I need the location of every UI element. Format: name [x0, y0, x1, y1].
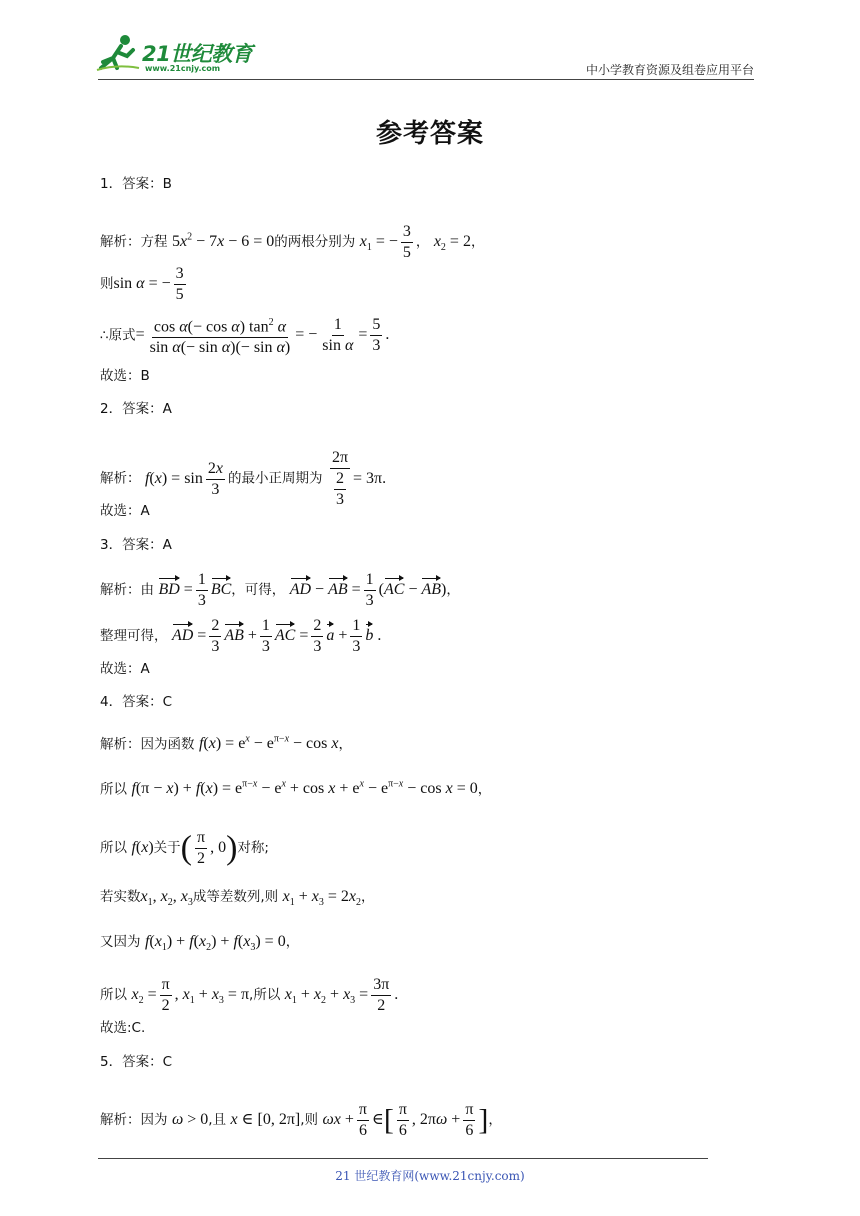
header-divider [98, 79, 754, 80]
q3-analysis-line2: 整理可得， AD = $\frac{2}{3}$ AB + $\frac{1}{3}$ AC = $\frac{2}{3}$ a + $\frac{1}{3}$ b . [100, 617, 382, 655]
logo-url: www.21cnjy.com [145, 64, 221, 73]
q4-analysis-line5: 又因为 $f(x_1) + f(x_2) + f(x_3) = 0$， [100, 933, 300, 954]
q2-analysis-line1: 解析： f(x) = sin $\frac{2x}{3}$ 的最小正周期为 $\frac{2\pi}{\frac{2}{3}}$ = 3π. [100, 449, 387, 508]
q4-analysis-line1: 解析：因为函数 $f(x) = e^x - e^{\pi-x} - \cos x$， [100, 734, 352, 753]
page-title: 参考答案 [375, 119, 484, 149]
q2-conclusion: 故选：A [100, 503, 150, 519]
q3-analysis-line1: 解析：由 BD = $\frac{1}{3}$ BC，可得， AD − AB = $\frac{1}{3}$ (AC − AB)， [100, 571, 460, 609]
q1-analysis-label: 解析： [100, 234, 141, 251]
q1-answer: 1．答案：B [100, 176, 172, 192]
q4-answer: 4．答案：C [100, 694, 173, 710]
q3-conclusion: 故选：A [100, 661, 150, 677]
q1-analysis-line2: 则sin α = − $\frac{3}{5}$ [100, 265, 184, 303]
page-header [0, 0, 860, 86]
q4-analysis-line6: 所以 $x_2$ = $\frac{\pi}{2}$ , $x_1 + x_3 = \pi$,所以 $x_1 + x_2 + x_3$ = $\frac{3\pi}{2}$ . [100, 976, 399, 1014]
header-platform-text: 中小学教育资源及组卷应用平台 [585, 63, 754, 77]
q1-analysis-line1: 解析：方程 $5x^2 - 7x - 6 = 0$的两根分别为 $x_1$ = − $\frac{3}{5}$ ， $x_2 = 2$， [100, 223, 485, 261]
q1-analysis-line3: ∴原式= $\frac{\cos \alpha(- \cos \alpha) \tan^2 \alpha}{\text{sin α(− sin α)(− sin α)}}$ = − $\frac{1}{\text{sin α}}$ = $\frac{5}{3}$ . [100, 313, 389, 358]
footer-divider [98, 1158, 708, 1159]
q4-analysis-label: 解析： [100, 736, 141, 753]
q2-analysis-label: 解析： [100, 470, 141, 487]
q3-answer: 3．答案：A [100, 537, 172, 553]
footer-text[interactable]: 21 世纪教育网(www.21cnjy.com) [335, 1169, 525, 1183]
q3-analysis-label: 解析： [100, 582, 141, 599]
logo-text: 21世纪教育 [142, 42, 253, 66]
q5-analysis-label: 解析： [100, 1112, 141, 1129]
q5-answer: 5．答案：C [100, 1054, 173, 1070]
q4-conclusion: 故选:C. [100, 1020, 146, 1036]
runner-logo-icon [95, 34, 141, 74]
q4-analysis-line3: 所以 f(x)关于( $\frac{\pi}{2}$ , 0)对称; [100, 829, 269, 867]
q1-conclusion: 故选：B [100, 368, 150, 384]
q4-analysis-line4: 若实数$x_1$, $x_2$, $x_3$成等差数列,则 $x_1 + x_3 = 2x_2$， [100, 888, 375, 909]
q4-analysis-line2: 所以 $f(\pi - x) + f(x) = e^{\pi-x} - e^x + \cos x + e^x - e^{\pi-x} - \cos x = 0$， [100, 779, 492, 798]
q2-answer: 2．答案：A [100, 401, 172, 417]
q5-analysis-line1: 解析：因为 ω > 0,且 x ∈ [0, 2π],则 ωx + $\frac{\pi}{6}$ ∈[ $\frac{\pi}{6}$ , 2πω + $\frac{\pi}{6}$ ]， [100, 1101, 502, 1139]
